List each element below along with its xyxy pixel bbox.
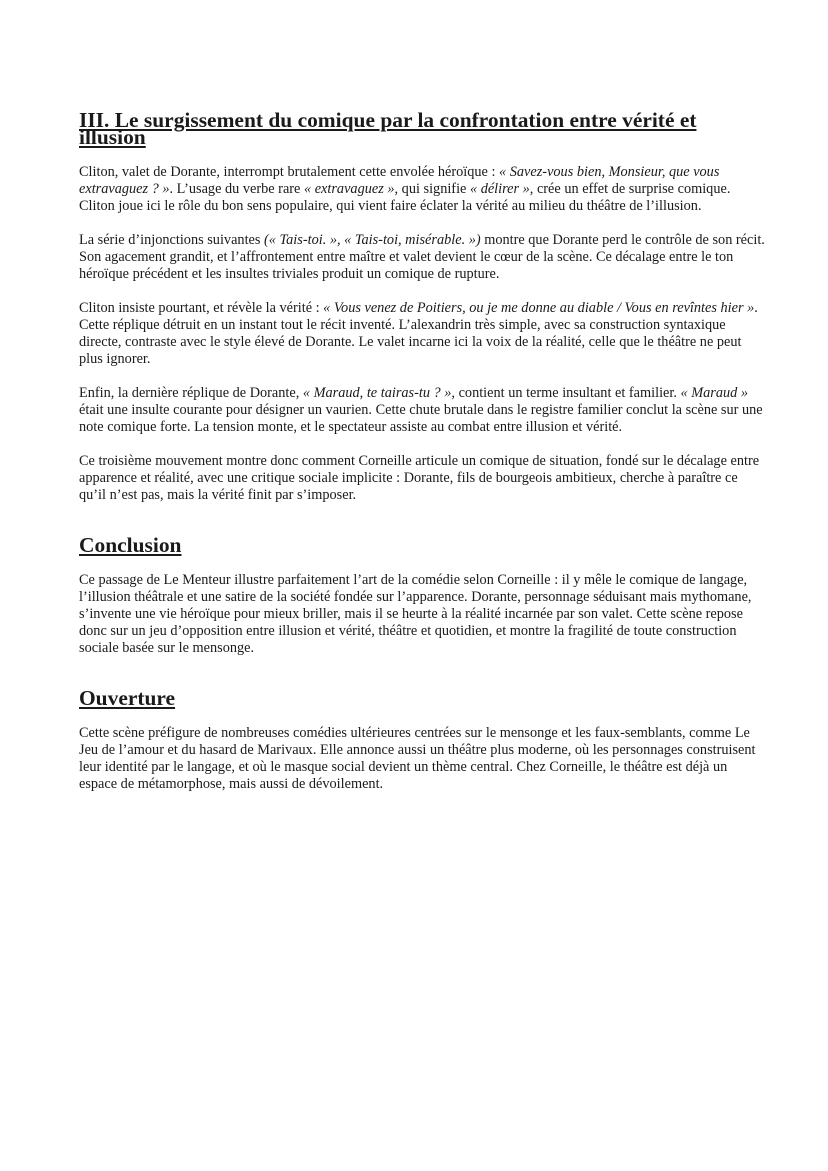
paragraph: Cliton, valet de Dorante, interrompt brutalement cette envolée héroïque : « Savez-vous bien, Monsieur, que vous extravaguez ? ». L’usage du verbe rare « extravaguez », qui signifie « délirer », crée un effet de surprise comique. Cliton joue ici le rôle du bon sens populaire, qui vient faire éclater la vérité au milieu du théâtre de l’illusion. — [79, 164, 731, 214]
ouverture-title: Ouverture — [79, 686, 176, 710]
quoted-text: « Maraud » — [680, 385, 749, 401]
quoted-text: « extravaguez » — [303, 181, 395, 197]
spacer — [79, 504, 768, 537]
paragraph: Enfin, la dernière réplique de Dorante, « Maraud, te tairas-tu ? », contient un terme insultant et familier. « Maraud » était une insulte courante pour désigner un vaurien. Cette chute brutale dans le registre familier conclut la scène sur une note comique forte. La tension monte, et le spectateur assiste au combat entre illusion et vérité. — [79, 385, 763, 435]
paragraph: Cliton insiste pourtant, et révèle la vérité : « Vous venez de Poitiers, ou je me donne au diable / Vous en revîntes hier ». Cette réplique détruit en un instant tout le récit inventé. L’alexandrin très simple, avec sa construction syntaxique directe, contraste avec le style élevé de Dorante. Le valet incarne ici la voix de la réalité, celle que le théâtre ne peut plus ignorer. — [79, 300, 758, 367]
spacer — [79, 657, 768, 690]
quoted-text: « Savez-vous bien, Monsieur, que vous extravaguez ? » — [79, 164, 720, 197]
ouverture-paragraph: Cette scène préfigure de nombreuses comédies ultérieures centrées sur le mensonge et les faux-semblants, comme Le Jeu de l’amour et du hasard de Marivaux. Elle annonce aussi un théâtre plus moderne, où les personnages construisent leur identité par le langage, et où le masque social devient un thème central. Chez Corneille, le théâtre est déjà un espace de métamorphose, mais aussi de dévoilement. — [79, 725, 756, 792]
quoted-text: « Vous venez de Poitiers, ou je me donne au diable / Vous en revîntes hier » — [323, 300, 755, 316]
quoted-text: « délirer » — [469, 181, 530, 197]
quoted-text: « Maraud, te tairas-tu ? » — [302, 385, 452, 401]
paragraph: Ce troisième mouvement montre donc comment Corneille articule un comique de situation, fondé sur le décalage entre apparence et réalité, avec une critique sociale implicite : Dorante, fils de bourgeois ambitieux, cherche à paraître ce qu’il n’est pas, mais la vérité finit par s’imposer. — [79, 453, 760, 503]
conclusion-title: Conclusion — [79, 533, 182, 557]
section-title: III. Le surgissement du comique par la confrontation entre vérité et illusion — [79, 108, 697, 149]
paragraph: La série d’injonctions suivantes (« Tais-toi. », « Tais-toi, misérable. ») montre que Dorante perd le contrôle de son récit. Son agacement grandit, et l’affrontement entre maître et valet devient le cœur de la scène. Ce décalage entre le ton héroïque précédent et les insultes triviales produit un comique de rupture. — [79, 232, 765, 282]
quoted-text: (« Tais-toi. », « Tais-toi, misérable. ») — [264, 232, 481, 248]
conclusion-paragraph: Ce passage de Le Menteur illustre parfaitement l’art de la comédie selon Corneille : il y mêle le comique de langage, l’illusion théâtrale et une satire de la société fondée sur l’apparence. Dorante, personnage séduisant mais mythomane, s’invente une vie héroïque pour mieux briller, mais il se heurte à la réalité incarnée par son valet. Cette scène repose donc sur un jeu d’opposition entre illusion et vérité, théâtre et quotidien, et montre la fragilité de toute construction sociale basée sur le mensonge. — [79, 572, 752, 656]
